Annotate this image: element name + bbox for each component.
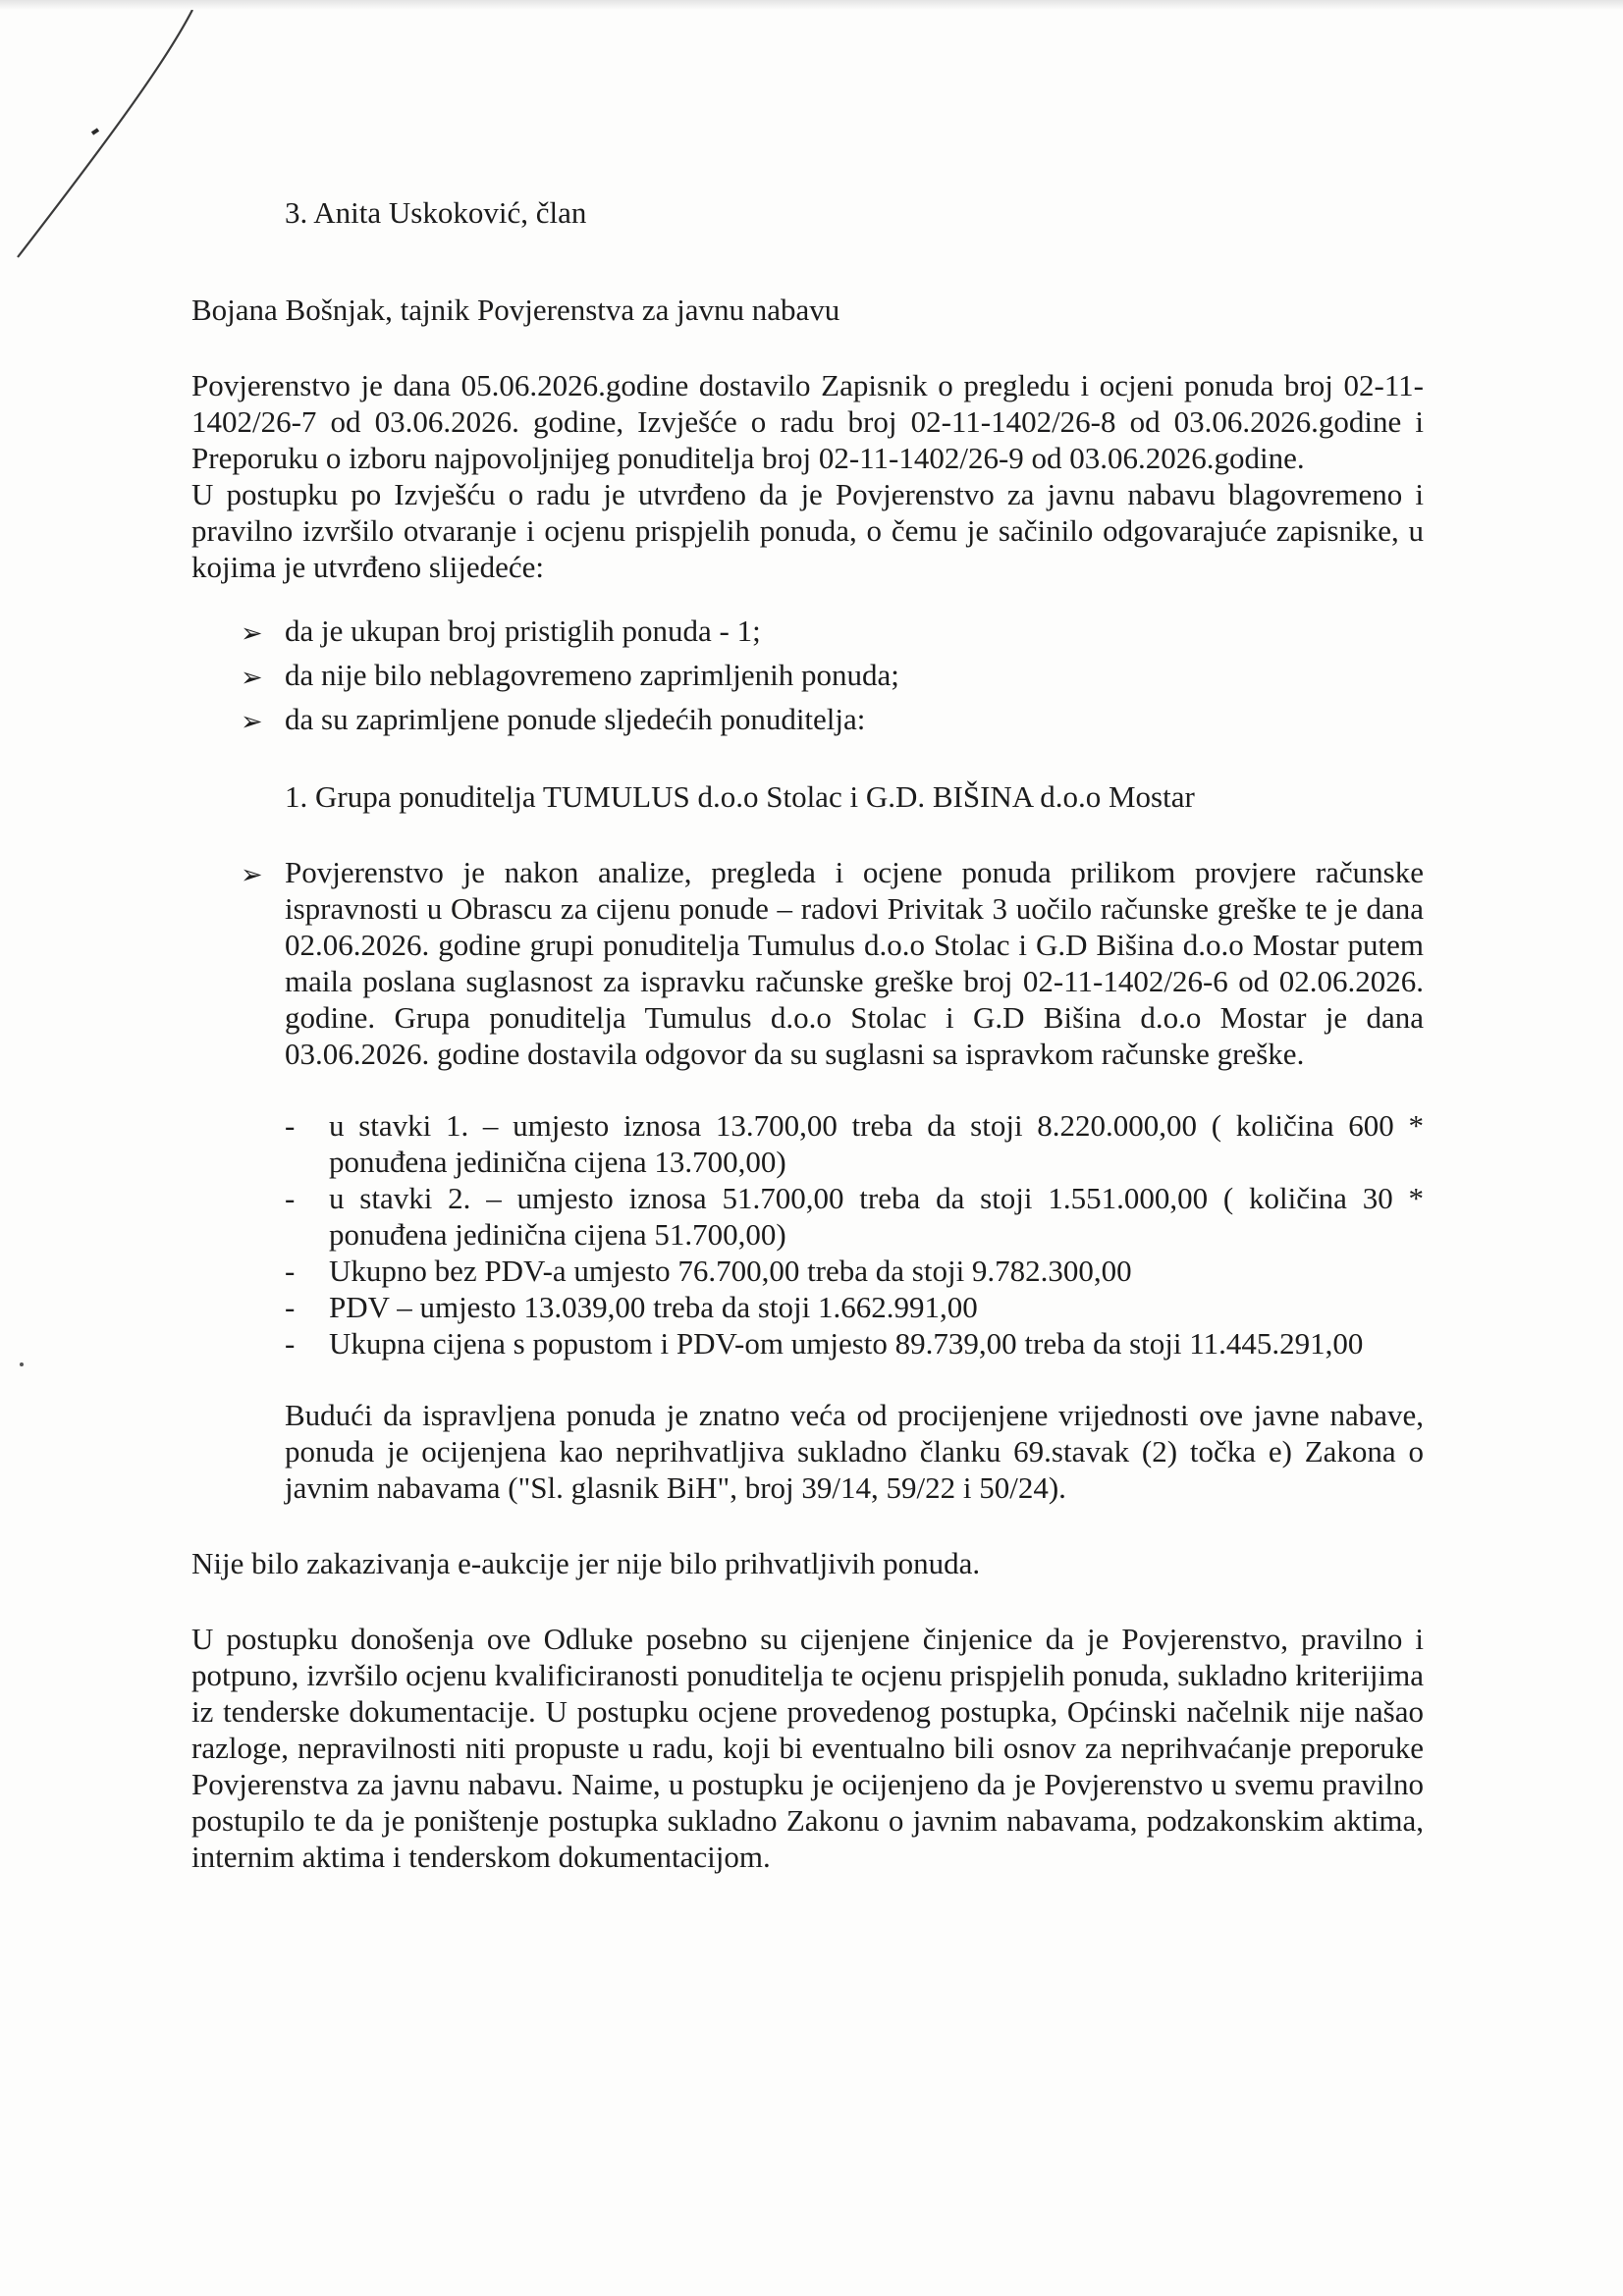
finding-item	[241, 657, 1424, 693]
correction-text: u stavki 2. – umjesto iznosa 51.700,00 treba da stoji 1.551.000,00 ( količina 30 * ponuđena jedinična cijena 51.700,00)	[329, 1181, 1424, 1252]
arrow-bullet-icon: ➢	[241, 707, 263, 736]
commission-member: 3. Anita Uskoković, član	[285, 195, 587, 230]
dash-bullet: -	[285, 1290, 296, 1324]
finding-text: da je ukupan broj pristiglih ponuda - 1;	[285, 614, 761, 648]
arrow-bullet-icon: ➢	[241, 860, 263, 889]
finding-item	[241, 701, 1424, 737]
scan-dot	[20, 1362, 24, 1366]
document-body	[191, 194, 1424, 1875]
corrections-list	[285, 1107, 1424, 1362]
correction-item	[285, 1180, 1424, 1253]
correction-item	[285, 1289, 1424, 1325]
dash-bullet: -	[285, 1108, 296, 1143]
correction-item	[285, 1107, 1424, 1180]
finding-text: da nije bilo neblagovremeno zaprimljenih ponuda;	[285, 658, 899, 692]
correction-item	[285, 1325, 1424, 1362]
arrow-bullet-icon: ➢	[241, 663, 263, 692]
correction-item	[285, 1253, 1424, 1289]
finding-item	[241, 613, 1424, 649]
finding-text: da su zaprimljene ponude sljedećih ponuditelja:	[285, 702, 866, 736]
arrow-bullet-icon: ➢	[241, 618, 263, 648]
commission-secretary: Bojana Bošnjak, tajnik Povjerenstva za javnu nabavu	[191, 293, 840, 327]
correction-text: Ukupna cijena s popustom i PDV-om umjesto 89.739,00 treba da stoji 11.445.291,00	[329, 1326, 1364, 1361]
decision-paragraph: U postupku donošenja ove Odluke posebno su cijenjene činjenice da je Povjerenstvo, pravilno i potpuno, izvršilo ocjenu kvalificiranosti ponuditelja te ocjenu prispjelih ponuda, sukladno kriterijima iz tenderske dokumentacije. U postupku ocjene provedenog postupka, Općinski načelnik nije našao razloge, nepravilnosti niti propuste u radu, koji bi eventualno bili osnov za neprihvaćanje preporuke Povjerenstva za javnu nabavu. Naime, u postupku je ocijenjeno da je Povjerenstvo u svemu pravilno postupilo te da je poništenje postupka sukladno Zakonu o javnim nabavama, podzakonskim aktima, internim aktima i tenderskom dokumentacijom.	[191, 1622, 1424, 1874]
report-paragraph: U postupku po Izvješću o radu je utvrđeno da je Povjerenstvo za javnu nabavu blagovremeno i pravilno izvršilo otvaranje i ocjenu prispjelih ponuda, o čemu je sačinilo odgovarajuće zapisnike, u kojima je utvrđeno slijedeće:	[191, 477, 1424, 584]
submission-paragraph: Povjerenstvo je dana 05.06.2026.godine dostavilo Zapisnik o pregledu i ocjeni ponuda broj 02-11-1402/26-7 od 03.06.2026. godine, Izvješće o radu broj 02-11-1402/26-8 od 03.06.2026.godine i Preporuku o izboru najpovoljnijeg ponuditelja broj 02-11-1402/26-9 od 03.06.2026.godine.	[191, 368, 1424, 475]
analysis-text: Povjerenstvo je nakon analize, pregleda i ocjene ponuda prilikom provjere računske ispravnosti u Obrascu za cijenu ponude – radovi Privitak 3 uočilo računske greške te je dana 02.06.2026. godine grupi ponuditelja Tumulus d.o.o Stolac i G.D Bišina d.o.o Mostar putem maila poslana suglasnost za ispravku računske greške broj 02-11-1402/26-6 od 02.06.2026. godine. Grupa ponuditelja Tumulus d.o.o Stolac i G.D Bišina d.o.o Mostar je dana 03.06.2026. godine dostavila odgovor da su suglasni sa ispravkom računske greške.	[285, 855, 1424, 1071]
analysis-item	[241, 854, 1424, 1072]
pen-stroke-mark	[0, 0, 216, 275]
dash-bullet: -	[285, 1181, 296, 1215]
bidder-entry: 1. Grupa ponuditelja TUMULUS d.o.o Stolac i G.D. BIŠINA d.o.o Mostar	[285, 779, 1195, 814]
correction-text: PDV – umjesto 13.039,00 treba da stoji 1.662.991,00	[329, 1290, 978, 1324]
correction-text: u stavki 1. – umjesto iznosa 13.700,00 treba da stoji 8.220.000,00 ( količina 600 * ponuđena jedinična cijena 13.700,00)	[329, 1108, 1424, 1179]
correction-text: Ukupno bez PDV-a umjesto 76.700,00 treba da stoji 9.782.300,00	[329, 1254, 1132, 1288]
auction-paragraph: Nije bilo zakazivanja e-aukcije jer nije bilo prihvatljivih ponuda.	[191, 1546, 981, 1580]
dash-bullet: -	[285, 1254, 296, 1288]
findings-list	[241, 613, 1424, 737]
conclusion-paragraph: Budući da ispravljena ponuda je znatno veća od procijenjene vrijednosti ove javne nabave, ponuda je ocijenjena kao neprihvatljiva sukladno članku 69.stavak (2) točka e) Zakona o javnim nabavama ("Sl. glasnik BiH", broj 39/14, 59/22 i 50/24).	[285, 1398, 1424, 1505]
scan-top-shadow	[0, 0, 1623, 10]
dash-bullet: -	[285, 1326, 296, 1361]
